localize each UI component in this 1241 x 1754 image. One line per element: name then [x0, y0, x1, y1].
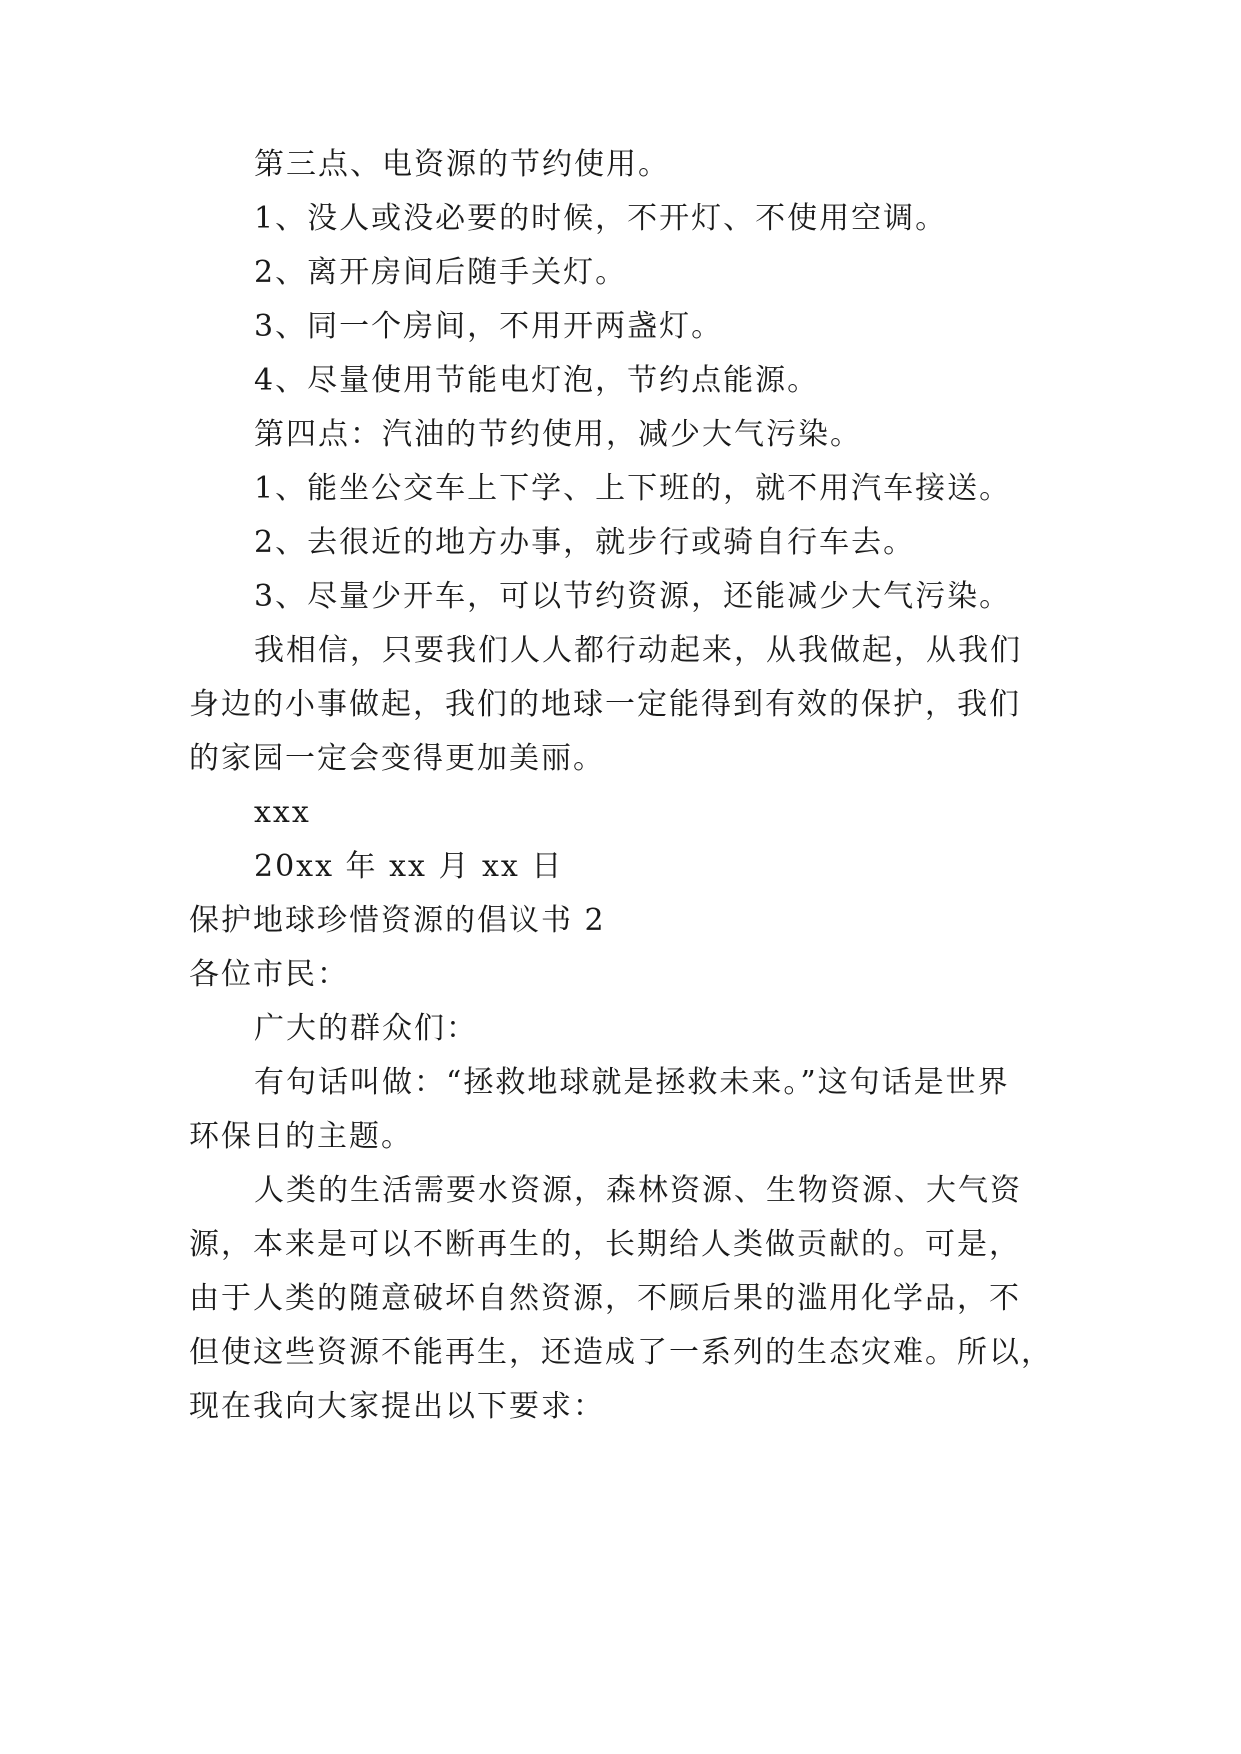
- paragraph-line: 现在我向大家提出以下要求：: [189, 1389, 605, 1424]
- salutation: 各位市民：: [189, 957, 349, 992]
- paragraph-line: 我相信，只要我们人人都行动起来，从我做起，从我们: [254, 633, 1022, 668]
- list-item: 2、去很近的地方办事，就步行或骑自行车去。: [254, 525, 916, 560]
- paragraph-line: 的家园一定会变得更加美丽。: [189, 741, 605, 776]
- section-heading-4: 第四点：汽油的节约使用，减少大气污染。: [254, 417, 862, 452]
- paragraph-line: 有句话叫做：“拯救地球就是拯救未来。”这句话是世界: [254, 1065, 1010, 1100]
- paragraph-line: 由于人类的随意破坏自然资源，不顾后果的滥用化学品，不: [189, 1281, 1021, 1316]
- section-heading-3: 第三点、电资源的节约使用。: [254, 147, 670, 182]
- signature-name: xxx: [254, 795, 311, 830]
- signature-date: 20xx 年 xx 月 xx 日: [254, 849, 564, 884]
- paragraph-line: 身边的小事做起，我们的地球一定能得到有效的保护，我们: [189, 687, 1021, 722]
- list-item: 3、同一个房间，不用开两盏灯。: [254, 309, 724, 344]
- document-title: 保护地球珍惜资源的倡议书 2: [189, 903, 606, 938]
- salutation: 广大的群众们：: [254, 1011, 478, 1046]
- list-item: 4、尽量使用节能电灯泡，节约点能源。: [254, 363, 820, 398]
- list-item: 1、能坐公交车上下学、上下班的，就不用汽车接送。: [254, 471, 1012, 506]
- paragraph-line: 环保日的主题。: [189, 1119, 413, 1154]
- list-item: 3、尽量少开车，可以节约资源，还能减少大气污染。: [254, 579, 1012, 614]
- list-item: 2、离开房间后随手关灯。: [254, 255, 628, 290]
- paragraph-line: 但使这些资源不能再生，还造成了一系列的生态灾难。所以，: [189, 1335, 1053, 1370]
- list-item: 1、没人或没必要的时候，不开灯、不使用空调。: [254, 201, 948, 236]
- paragraph-line: 人类的生活需要水资源，森林资源、生物资源、大气资: [254, 1173, 1022, 1208]
- paragraph-line: 源，本来是可以不断再生的，长期给人类做贡献的。可是，: [189, 1227, 1021, 1262]
